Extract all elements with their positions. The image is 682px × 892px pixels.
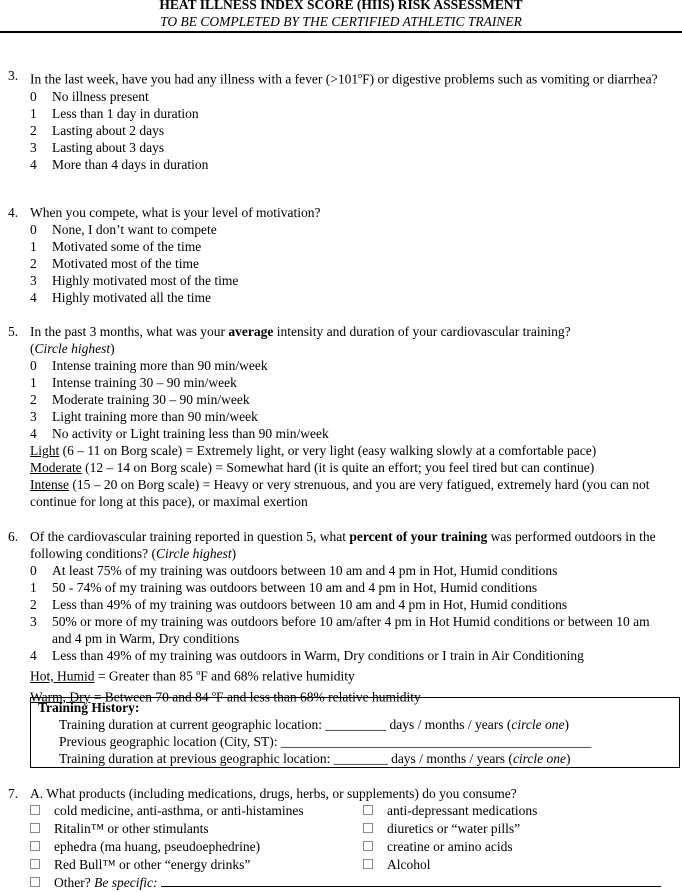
option-2[interactable]: 2 Moderate training 30 – 90 min/week [30, 392, 250, 407]
checkbox-icon[interactable] [363, 859, 373, 869]
option-0[interactable]: 0 Intense training more than 90 min/week [30, 358, 268, 373]
option-4[interactable]: 4 Highly motivated all the time [30, 290, 211, 305]
question-number: 7. [8, 786, 19, 801]
checkbox-icon[interactable] [30, 841, 40, 851]
checkbox-item[interactable]: Red Bull™ or other “energy drinks” [30, 856, 363, 874]
definition-hot-humid: Hot, Humid = Greater than 85 $^o$F and 68% relative humidity [30, 668, 355, 684]
option-3[interactable]: 3 Highly motivated most of the time [30, 273, 239, 288]
option-2[interactable]: 2 Less than 49% of my training was outdoors between 10 am and 4 pm in Hot, Humid conditions [30, 597, 568, 612]
option-3[interactable]: 3 Light training more than 90 min/week [30, 409, 258, 424]
question-number: 5. [8, 324, 19, 339]
checkbox-item[interactable]: creatine or amino acids [363, 838, 680, 856]
question-text: When you compete, what is your level of motivation? [30, 205, 321, 220]
definition-moderate: Moderate (12 – 14 on Borg scale) = Somewhat hard (it is quite an effort; you feel tired but can continue) [30, 460, 595, 475]
option-1[interactable]: 1 50 - 74% of my training was outdoors between 10 am and 4 pm in Hot, Humid conditions [30, 580, 538, 595]
option-2[interactable]: 2 Lasting about 2 days [30, 122, 165, 138]
question-6 [8, 528, 672, 705]
question-text: In the past 3 months, what was your average intensity and duration of your cardiovascular training? [30, 324, 571, 339]
option-0[interactable]: 0 None, I don’t want to compete [30, 222, 217, 237]
question-7 [8, 785, 672, 802]
products-checklist [30, 802, 680, 874]
option-1[interactable]: 1 Less than 1 day in duration [30, 105, 199, 121]
document-subtitle: TO BE COMPLETED BY THE CERTIFIED ATHLETIC TRAINER [160, 14, 522, 29]
option-1[interactable]: 1 Motivated some of the time [30, 239, 202, 254]
option-4[interactable]: 4 More than 4 days in duration [30, 156, 209, 172]
header-rule [0, 31, 682, 33]
question-text: Of the cardiovascular training reported in question 5, what percent of your training was performed outdoors in the following conditions? (Circle highest) [30, 529, 656, 561]
option-0[interactable]: 0 No illness present [30, 88, 149, 104]
document-title: HEAT ILLNESS INDEX SCORE (HIIS) RISK ASSESSMENT [159, 0, 523, 12]
previous-location-duration-field[interactable]: Training duration at previous geographic location: ________ days / months / years (circle one) [59, 751, 571, 766]
checkbox-item[interactable]: Ritalin™ or other stimulants [30, 820, 363, 838]
checkbox-item[interactable]: Alcohol [363, 856, 680, 874]
option-4[interactable]: 4 Less than 49% of my training was outdoors in Warm, Dry conditions or I train in Air Conditioning [30, 648, 584, 663]
question-5 [8, 323, 672, 510]
checkbox-item[interactable]: diuretics or “water pills” [363, 820, 680, 838]
option-4[interactable]: 4 No activity or Light training less than 90 min/week [30, 426, 329, 441]
circle-instruction: (Circle highest) [30, 341, 115, 356]
checkbox-icon[interactable] [30, 805, 40, 815]
definition-warm-dry: Warm, Dry = Between 70 and 84 $^o$F and less than 68% relative humidity [30, 688, 421, 704]
other-products-line[interactable] [161, 874, 661, 887]
checkbox-icon[interactable] [363, 805, 373, 815]
question-number: 3. [8, 68, 19, 83]
checkbox-item[interactable]: cold medicine, anti-asthma, or anti-histamines [30, 802, 363, 820]
option-1[interactable]: 1 Intense training 30 – 90 min/week [30, 375, 237, 390]
checkbox-icon[interactable] [363, 841, 373, 851]
definition-intense: Intense (15 – 20 on Borg scale) = Heavy or very strenuous, and you are very fatigued, extremely hard (you can not continue for long at this pace), or maximal exertion [30, 477, 650, 509]
other-products-field[interactable]: Other? Be specific: [30, 874, 680, 891]
option-2[interactable]: 2 Motivated most of the time [30, 256, 199, 271]
question-text: In the last week, have you had any illness with a fever $(>101^oF)$ or digestive problems such as vomiting or diarrhea? [30, 71, 658, 87]
question-number: 6. [8, 529, 19, 544]
checkbox-icon[interactable] [363, 823, 373, 833]
checkbox-icon[interactable] [30, 877, 40, 887]
option-3[interactable]: 3 50% or more of my training was outdoors before 10 am/after 4 pm in Hot Humid conditions or between 10 am and 4 pm in Warm, Dry conditions [30, 614, 650, 646]
document-header [0, 0, 682, 30]
question-4 [8, 204, 672, 306]
checkbox-item[interactable]: ephedra (ma huang, pseudoephedrine) [30, 838, 363, 856]
question-text: A. What products (including medications, drugs, herbs, or supplements) do you consume? [30, 786, 517, 801]
definition-light: Light (6 – 11 on Borg scale) = Extremely light, or very light (easy walking slowly at a comfortable pace) [30, 443, 597, 458]
current-location-duration-field[interactable]: Training duration at current geographic location: _________ days / months / years (circle one) [59, 717, 570, 732]
checkbox-item[interactable]: anti-depressant medications [363, 802, 680, 820]
question-3 [8, 67, 672, 173]
training-history-title: Training History: [38, 700, 140, 715]
checkbox-icon[interactable] [30, 823, 40, 833]
previous-location-field[interactable]: Previous geographic location (City, ST): ______________________________________________ [59, 734, 592, 749]
option-0[interactable]: 0 At least 75% of my training was outdoors between 10 am and 4 pm in Hot, Humid conditions [30, 563, 558, 578]
training-history-box [30, 697, 680, 768]
checkbox-icon[interactable] [30, 859, 40, 869]
question-number: 4. [8, 205, 19, 220]
option-3[interactable]: 3 Lasting about 3 days [30, 139, 165, 155]
